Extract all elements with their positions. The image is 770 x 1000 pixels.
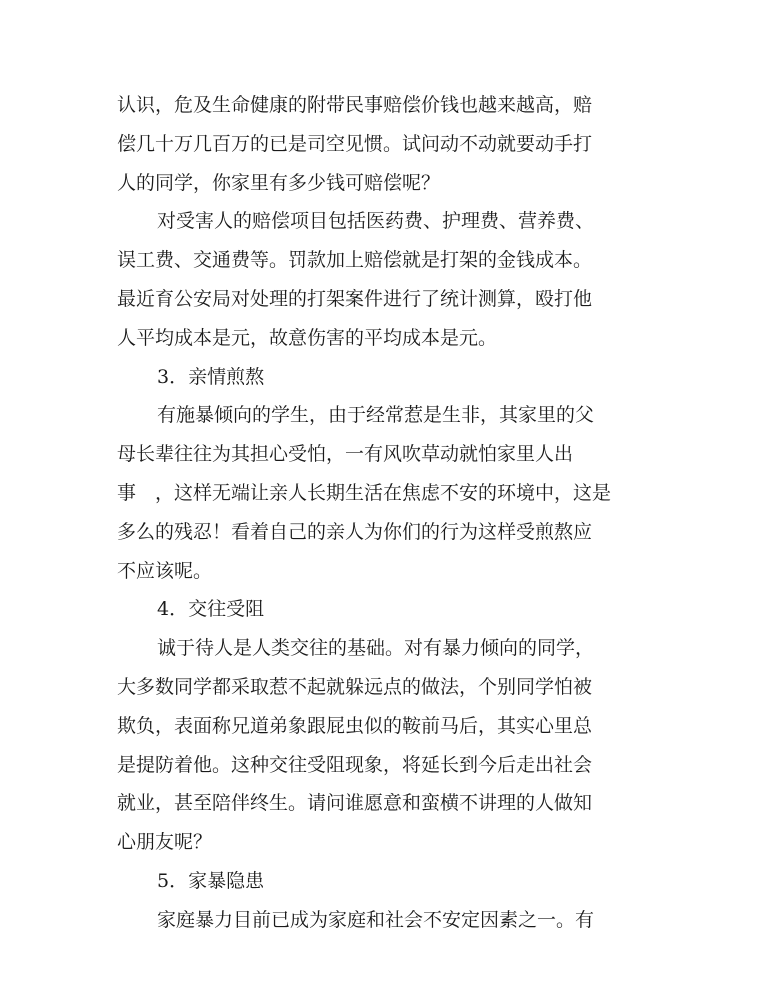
text-line: 欺负，表面称兄道弟象跟屁虫似的鞍前马后，其实心里总 <box>117 714 593 737</box>
text-line: 就业，甚至陪伴终生。请问谁愿意和蛮横不讲理的人做知 <box>117 792 593 815</box>
text-line: 心朋友呢？ <box>117 831 213 854</box>
text-line: 是提防着他。这种交往受阻现象，将延长到今后走出社会 <box>117 753 593 776</box>
text-line: 最近育公安局对处理的打架案件进行了统计测算，殴打他 <box>117 287 593 310</box>
text-line: 家庭暴力目前已成为家庭和社会不安定因素之一。有 <box>157 908 595 931</box>
text-line: 认识，危及生命健康的附带民事赔偿价钱也越来越高，赔 <box>117 94 593 116</box>
text-line: 事 ，这样无端让亲人长期生活在焦虑不安的环境中，这是 <box>117 481 612 504</box>
text-line: 5．家暴隐患 <box>157 869 265 892</box>
text-line: 大多数同学都采取惹不起就躲远点的做法，个别同学怕被 <box>117 675 593 698</box>
body-text <box>117 86 657 940</box>
text-line: 诚于待人是人类交往的基础。对有暴力倾向的同学， <box>157 637 595 660</box>
text-line: 有施暴倾向的学生，由于经常惹是生非，其家里的父 <box>157 404 595 427</box>
text-line: 人平均成本是元，故意伤害的平均成本是元。 <box>117 326 498 349</box>
text-line: 4．交往受阻 <box>157 598 265 621</box>
text-line: 3．亲情煎熬 <box>157 365 265 388</box>
text-line: 母长辈往往为其担心受怕，一有风吹草动就怕家里人出 <box>117 443 574 466</box>
text-line: 不应该呢。 <box>117 559 213 582</box>
text-line: 多么的残忍！看着自己的亲人为你们的行为这样受煎熬应 <box>117 520 593 543</box>
text-line: 误工费、交通费等。罚款加上赔偿就是打架的金钱成本。 <box>117 249 593 272</box>
text-line: 人的同学，你家里有多少钱可赔偿呢？ <box>117 171 441 194</box>
text-line: 偿几十万几百万的已是司空见惯。试问动不动就要动手打 <box>117 132 593 155</box>
text-line: 对受害人的赔偿项目包括医药费、护理费、营养费、 <box>157 210 595 233</box>
